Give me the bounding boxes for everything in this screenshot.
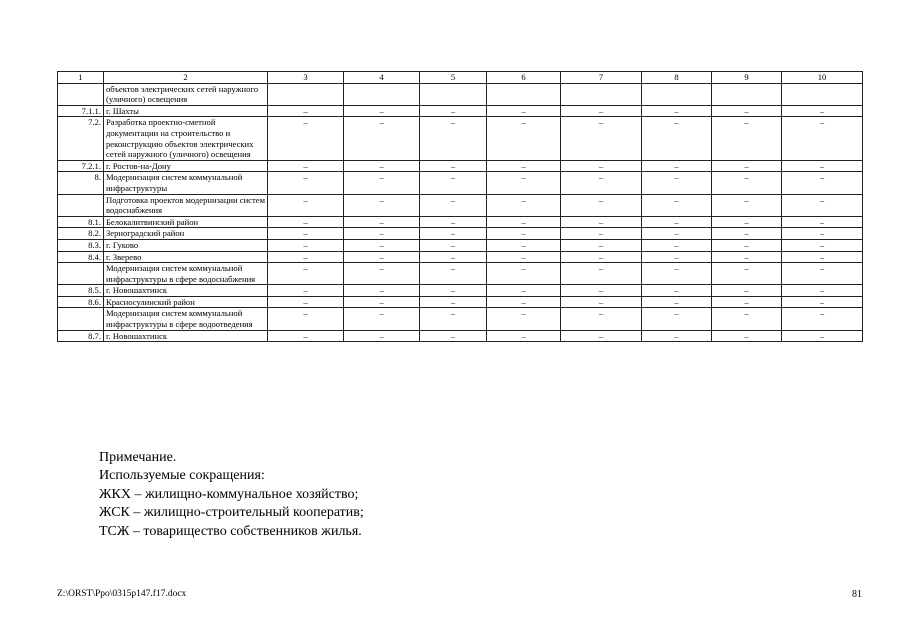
value-cell: – xyxy=(268,194,344,216)
value-cell xyxy=(420,83,487,105)
value-cell: – xyxy=(344,160,420,172)
table-row xyxy=(58,296,863,308)
value-cell: – xyxy=(642,172,712,194)
notes-line: ТСЖ – товарищество собственников жилья. xyxy=(99,523,362,539)
value-cell: – xyxy=(420,172,487,194)
value-cell: – xyxy=(420,117,487,160)
value-cell: – xyxy=(420,216,487,228)
table-row xyxy=(58,83,863,105)
value-cell xyxy=(561,83,642,105)
value-cell: – xyxy=(268,172,344,194)
value-cell: – xyxy=(344,194,420,216)
value-cell: – xyxy=(561,285,642,297)
value-cell: – xyxy=(712,239,782,251)
value-cell: – xyxy=(712,285,782,297)
row-name: Модернизация систем коммунальной инфраструктуры в сфере водоотведения xyxy=(104,308,268,330)
value-cell: – xyxy=(642,308,712,330)
table-row xyxy=(58,228,863,240)
table-header-row xyxy=(58,72,863,84)
value-cell: – xyxy=(344,239,420,251)
column-header: 8 xyxy=(642,72,712,84)
value-cell: – xyxy=(487,296,561,308)
value-cell: – xyxy=(561,172,642,194)
row-number: 8.3. xyxy=(58,239,104,251)
value-cell: – xyxy=(487,228,561,240)
value-cell: – xyxy=(561,308,642,330)
row-number: 8.4. xyxy=(58,251,104,263)
row-name: г. Новошахтинск xyxy=(104,285,268,297)
value-cell: – xyxy=(782,160,863,172)
row-name: объектов электрических сетей наружного (уличного) освещения xyxy=(104,83,268,105)
value-cell: – xyxy=(561,330,642,342)
value-cell: – xyxy=(712,251,782,263)
value-cell: – xyxy=(344,296,420,308)
value-cell xyxy=(782,83,863,105)
table-row xyxy=(58,216,863,228)
value-cell: – xyxy=(561,263,642,285)
row-number: 8. xyxy=(58,172,104,194)
value-cell: – xyxy=(268,308,344,330)
value-cell: – xyxy=(782,330,863,342)
table-row xyxy=(58,105,863,117)
row-name: Разработка проектно-сметной документации на строительство и реконструкцию объектов электрических сетей наружного (уличного) освещения xyxy=(104,117,268,160)
value-cell: – xyxy=(344,228,420,240)
value-cell: – xyxy=(487,285,561,297)
row-name: г. Новошахтинск xyxy=(104,330,268,342)
notes-line: ЖСК – жилищно-строительный кооператив; xyxy=(99,505,364,521)
value-cell: – xyxy=(642,105,712,117)
value-cell: – xyxy=(420,263,487,285)
column-header: 4 xyxy=(344,72,420,84)
value-cell: – xyxy=(561,194,642,216)
value-cell: – xyxy=(344,330,420,342)
row-number: 7.2. xyxy=(58,117,104,160)
notes-block xyxy=(99,449,799,541)
value-cell: – xyxy=(487,117,561,160)
value-cell: – xyxy=(561,216,642,228)
table-row xyxy=(58,308,863,330)
value-cell: – xyxy=(642,263,712,285)
row-number: 8.1. xyxy=(58,216,104,228)
value-cell: – xyxy=(344,263,420,285)
value-cell: – xyxy=(344,117,420,160)
value-cell: – xyxy=(420,105,487,117)
value-cell: – xyxy=(420,285,487,297)
value-cell: – xyxy=(487,216,561,228)
value-cell: – xyxy=(561,105,642,117)
row-name: Подготовка проектов модернизации систем водоснабжения xyxy=(104,194,268,216)
table-row xyxy=(58,263,863,285)
value-cell: – xyxy=(782,296,863,308)
value-cell: – xyxy=(487,172,561,194)
row-number: 8.7. xyxy=(58,330,104,342)
value-cell: – xyxy=(487,263,561,285)
row-number: 7.2.1. xyxy=(58,160,104,172)
value-cell: – xyxy=(712,308,782,330)
row-number: 8.6. xyxy=(58,296,104,308)
value-cell: – xyxy=(782,308,863,330)
value-cell: – xyxy=(642,117,712,160)
table-row xyxy=(58,172,863,194)
value-cell: – xyxy=(420,251,487,263)
row-number xyxy=(58,83,104,105)
value-cell: – xyxy=(487,308,561,330)
value-cell: – xyxy=(782,228,863,240)
value-cell: – xyxy=(561,117,642,160)
value-cell: – xyxy=(420,228,487,240)
table-row xyxy=(58,194,863,216)
value-cell: – xyxy=(712,172,782,194)
value-cell: – xyxy=(782,117,863,160)
value-cell: – xyxy=(487,105,561,117)
value-cell: – xyxy=(268,285,344,297)
value-cell: – xyxy=(782,172,863,194)
value-cell: – xyxy=(268,263,344,285)
value-cell: – xyxy=(712,228,782,240)
value-cell: – xyxy=(642,194,712,216)
value-cell: – xyxy=(782,285,863,297)
value-cell xyxy=(712,83,782,105)
value-cell: – xyxy=(487,251,561,263)
table-row xyxy=(58,285,863,297)
value-cell: – xyxy=(712,330,782,342)
value-cell: – xyxy=(487,160,561,172)
value-cell: – xyxy=(712,296,782,308)
row-number: 8.5. xyxy=(58,285,104,297)
value-cell: – xyxy=(420,194,487,216)
row-name: Красносулинский район xyxy=(104,296,268,308)
file-path: Z:\ORST\Ppo\0315p147.f17.docx xyxy=(57,589,187,599)
table-row xyxy=(58,160,863,172)
value-cell: – xyxy=(344,105,420,117)
row-number xyxy=(58,308,104,330)
row-name: г. Шахты xyxy=(104,105,268,117)
value-cell: – xyxy=(642,285,712,297)
row-number: 7.1.1. xyxy=(58,105,104,117)
value-cell: – xyxy=(782,263,863,285)
value-cell: – xyxy=(712,216,782,228)
table-row xyxy=(58,117,863,160)
value-cell: – xyxy=(782,239,863,251)
value-cell: – xyxy=(712,194,782,216)
value-cell: – xyxy=(642,296,712,308)
value-cell: – xyxy=(344,251,420,263)
row-name: Модернизация систем коммунальной инфраструктуры xyxy=(104,172,268,194)
value-cell: – xyxy=(268,330,344,342)
value-cell: – xyxy=(268,105,344,117)
row-number xyxy=(58,263,104,285)
row-name: Зерноградский район xyxy=(104,228,268,240)
row-name: г. Ростов-на-Дону xyxy=(104,160,268,172)
value-cell xyxy=(344,83,420,105)
value-cell: – xyxy=(487,194,561,216)
value-cell: – xyxy=(268,228,344,240)
value-cell: – xyxy=(420,160,487,172)
column-header: 5 xyxy=(420,72,487,84)
value-cell: – xyxy=(712,160,782,172)
value-cell: – xyxy=(782,194,863,216)
value-cell: – xyxy=(420,239,487,251)
value-cell: – xyxy=(268,239,344,251)
row-name: Белокалитвинский район xyxy=(104,216,268,228)
column-header: 1 xyxy=(58,72,104,84)
value-cell: – xyxy=(642,160,712,172)
column-header: 7 xyxy=(561,72,642,84)
value-cell: – xyxy=(782,105,863,117)
value-cell: – xyxy=(344,285,420,297)
table-row xyxy=(58,330,863,342)
row-number xyxy=(58,194,104,216)
value-cell: – xyxy=(487,239,561,251)
table-row xyxy=(58,251,863,263)
value-cell: – xyxy=(561,239,642,251)
value-cell: – xyxy=(268,296,344,308)
value-cell xyxy=(487,83,561,105)
value-cell: – xyxy=(268,216,344,228)
notes-line: ЖКХ – жилищно-коммунальное хозяйство; xyxy=(99,486,359,502)
value-cell: – xyxy=(344,216,420,228)
value-cell: – xyxy=(642,239,712,251)
page-number: 81 xyxy=(852,589,862,600)
value-cell: – xyxy=(344,308,420,330)
column-header: 3 xyxy=(268,72,344,84)
value-cell: – xyxy=(712,263,782,285)
table-row xyxy=(58,239,863,251)
value-cell: – xyxy=(420,308,487,330)
value-cell: – xyxy=(642,251,712,263)
row-name: г. Зверево xyxy=(104,251,268,263)
value-cell: – xyxy=(561,228,642,240)
value-cell: – xyxy=(782,251,863,263)
value-cell: – xyxy=(782,216,863,228)
column-header: 9 xyxy=(712,72,782,84)
value-cell xyxy=(642,83,712,105)
value-cell: – xyxy=(420,330,487,342)
value-cell: – xyxy=(712,117,782,160)
value-cell: – xyxy=(642,330,712,342)
value-cell xyxy=(268,83,344,105)
value-cell: – xyxy=(420,296,487,308)
value-cell: – xyxy=(268,117,344,160)
column-header: 10 xyxy=(782,72,863,84)
value-cell: – xyxy=(561,296,642,308)
value-cell: – xyxy=(642,216,712,228)
value-cell: – xyxy=(487,330,561,342)
row-name: Модернизация систем коммунальной инфраструктуры в сфере водоснабжения xyxy=(104,263,268,285)
value-cell: – xyxy=(344,172,420,194)
column-header: 6 xyxy=(487,72,561,84)
notes-title: Примечание. xyxy=(99,450,177,465)
value-cell: – xyxy=(268,251,344,263)
notes-line: Используемые сокращения: xyxy=(99,468,265,484)
value-cell: – xyxy=(561,160,642,172)
plan-table xyxy=(57,71,863,342)
row-name: г. Гуково xyxy=(104,239,268,251)
value-cell: – xyxy=(268,160,344,172)
row-number: 8.2. xyxy=(58,228,104,240)
column-header: 2 xyxy=(104,72,268,84)
value-cell: – xyxy=(561,251,642,263)
value-cell: – xyxy=(642,228,712,240)
value-cell: – xyxy=(712,105,782,117)
